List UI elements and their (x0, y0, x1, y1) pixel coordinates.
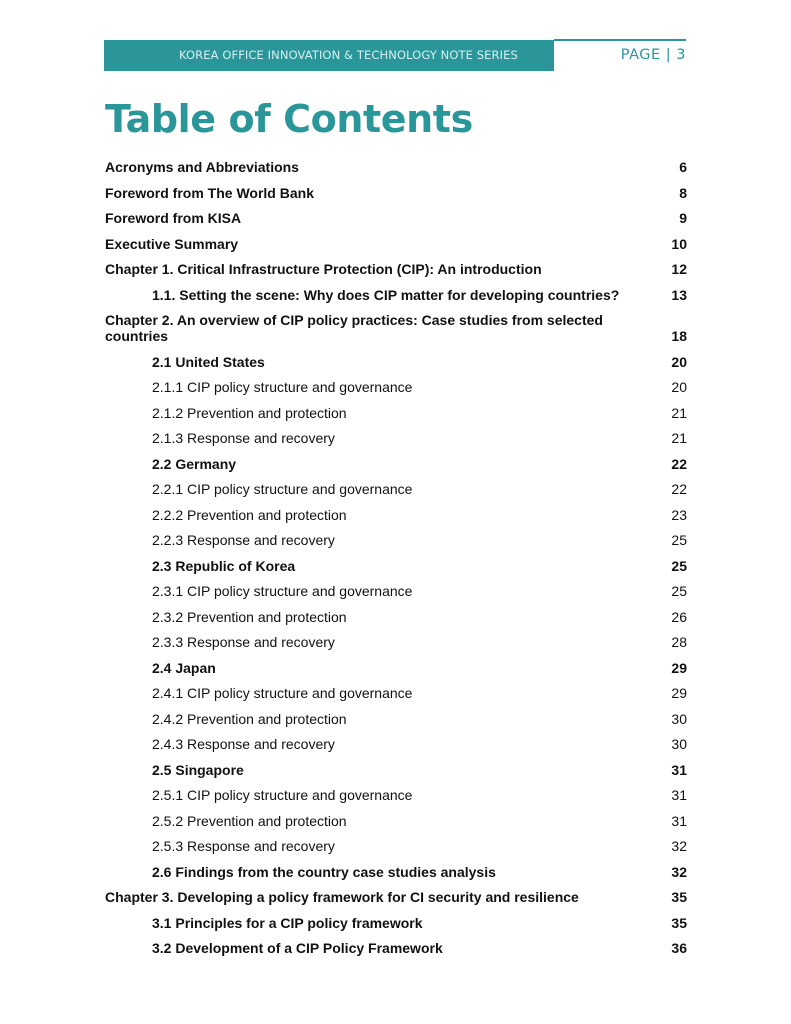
toc-entry-page: 25 (671, 557, 687, 574)
toc-entry[interactable] (105, 660, 687, 676)
toc-entry[interactable] (105, 838, 687, 854)
toc-entry[interactable] (105, 185, 687, 201)
toc-entry[interactable] (105, 379, 687, 395)
toc-entry[interactable] (105, 583, 687, 599)
toc-entry-page: 28 (671, 634, 687, 650)
header-band (104, 40, 554, 71)
toc-entry-page: 32 (671, 838, 687, 854)
toc-entry-label: Foreword from KISA (105, 210, 242, 226)
toc-entry-label: 2.6 Findings from the country case studies analysis (152, 863, 496, 880)
toc-entry-label: 2.2 Germany (152, 455, 237, 472)
toc-entry[interactable] (105, 236, 687, 252)
toc-entry-page: 25 (671, 532, 687, 548)
toc-entry[interactable] (105, 915, 687, 931)
toc-entry-page: 21 (671, 404, 687, 421)
page-title: Table of Contents (105, 97, 473, 141)
toc-entry[interactable] (105, 287, 687, 303)
toc-entry[interactable] (105, 210, 687, 226)
toc-entry[interactable] (105, 864, 687, 880)
toc-entry[interactable] (105, 889, 687, 905)
toc-entry-page: 22 (671, 481, 687, 497)
toc-entry-label: 1.1. Setting the scene: Why does CIP matter for developing countries? (152, 286, 620, 303)
toc-entry-page: 29 (671, 659, 687, 676)
toc-entry-label: 2.3.1 CIP policy structure and governance (152, 583, 413, 599)
toc-entry-label: 2.3.2 Prevention and protection (152, 608, 347, 625)
toc-entry-page: 26 (671, 608, 687, 625)
toc-entry-label: 2.3 Republic of Korea (152, 557, 296, 574)
toc-entry-label: 2.5.1 CIP policy structure and governance (152, 787, 413, 803)
page-number: PAGE | 3 (620, 47, 686, 63)
toc-entry-page: 35 (671, 914, 687, 931)
toc-entry-label: 2.4.1 CIP policy structure and governance (152, 685, 413, 701)
toc-entry[interactable] (105, 261, 687, 277)
toc-entry-page: 30 (671, 710, 687, 727)
toc-entry-label: 2.5.3 Response and recovery (152, 838, 335, 854)
toc-entry-label: 2.2.2 Prevention and protection (152, 506, 347, 523)
toc-entry-page: 23 (671, 506, 687, 523)
toc-entry-page: 32 (671, 863, 687, 880)
toc-entry[interactable] (105, 940, 687, 956)
toc-entry-label: 2.2.3 Response and recovery (152, 532, 335, 548)
toc-entry[interactable] (105, 481, 687, 497)
toc-entry[interactable] (105, 532, 687, 548)
toc-entry-page: 31 (671, 787, 687, 803)
toc-entry[interactable] (105, 159, 687, 175)
toc-entry-label: Chapter 3. Developing a policy framework for CI security and resilience (105, 889, 579, 905)
toc-entry-label: Foreword from The World Bank (105, 184, 314, 201)
toc-entry-page: 36 (671, 940, 687, 956)
toc-entry-label: 2.5.2 Prevention and protection (152, 812, 347, 829)
toc-entry-page: 9 (679, 210, 687, 226)
toc-entry-page: 18 (671, 328, 687, 344)
toc-entry-label: 3.1 Principles for a CIP policy framework (152, 914, 423, 931)
toc-entry-label: 3.2 Development of a CIP Policy Framework (152, 940, 443, 956)
toc-entry-label: 2.1.2 Prevention and protection (152, 404, 347, 421)
toc-entry-label: Acronyms and Abbreviations (105, 159, 299, 175)
toc-entry-label: 2.4 Japan (152, 659, 216, 676)
toc-entry-page: 13 (671, 286, 687, 303)
table-of-contents (105, 159, 687, 966)
toc-entry-page: 8 (679, 184, 687, 201)
toc-entry-label: 2.5 Singapore (152, 761, 244, 778)
toc-entry[interactable] (105, 507, 687, 523)
toc-entry[interactable] (105, 609, 687, 625)
toc-entry-label: 2.4.2 Prevention and protection (152, 710, 347, 727)
toc-entry[interactable] (105, 685, 687, 701)
toc-entry-label: 2.4.3 Response and recovery (152, 736, 335, 752)
toc-entry-page: 21 (671, 430, 687, 446)
toc-entry[interactable] (105, 762, 687, 778)
toc-entry-page: 12 (671, 261, 687, 277)
toc-entry-label: 2.1 United States (152, 353, 265, 370)
toc-entry[interactable] (105, 354, 687, 370)
header-rule (554, 39, 686, 41)
series-title: KOREA OFFICE INNOVATION & TECHNOLOGY NOTE SERIES (179, 48, 518, 62)
toc-entry-page: 25 (671, 583, 687, 599)
toc-entry-page: 22 (671, 455, 687, 472)
toc-entry-label: Executive Summary (105, 235, 239, 252)
toc-entry[interactable] (105, 405, 687, 421)
toc-entry[interactable] (105, 736, 687, 752)
toc-entry[interactable] (105, 634, 687, 650)
toc-entry-page: 20 (671, 353, 687, 370)
toc-entry-page: 35 (671, 889, 687, 905)
toc-entry-label: Chapter 2. An overview of CIP policy practices: Case studies from selected countries (105, 312, 603, 344)
toc-entry-label: 2.1.3 Response and recovery (152, 430, 335, 446)
toc-entry-page: 6 (679, 159, 687, 175)
toc-entry-page: 10 (671, 235, 687, 252)
toc-entry[interactable] (105, 813, 687, 829)
toc-entry-label: 2.2.1 CIP policy structure and governance (152, 481, 413, 497)
toc-entry[interactable] (105, 558, 687, 574)
toc-entry[interactable] (105, 456, 687, 472)
toc-entry[interactable] (105, 787, 687, 803)
toc-entry-page: 31 (671, 761, 687, 778)
toc-entry[interactable] (105, 430, 687, 446)
toc-entry-page: 31 (671, 812, 687, 829)
toc-entry-label: Chapter 1. Critical Infrastructure Protection (CIP): An introduction (105, 261, 542, 277)
toc-entry-label: 2.3.3 Response and recovery (152, 634, 335, 650)
toc-entry-page: 29 (671, 685, 687, 701)
toc-entry-label: 2.1.1 CIP policy structure and governance (152, 379, 413, 395)
toc-entry[interactable] (105, 312, 687, 344)
toc-entry-page: 30 (671, 736, 687, 752)
toc-entry[interactable] (105, 711, 687, 727)
toc-entry-page: 20 (671, 379, 687, 395)
